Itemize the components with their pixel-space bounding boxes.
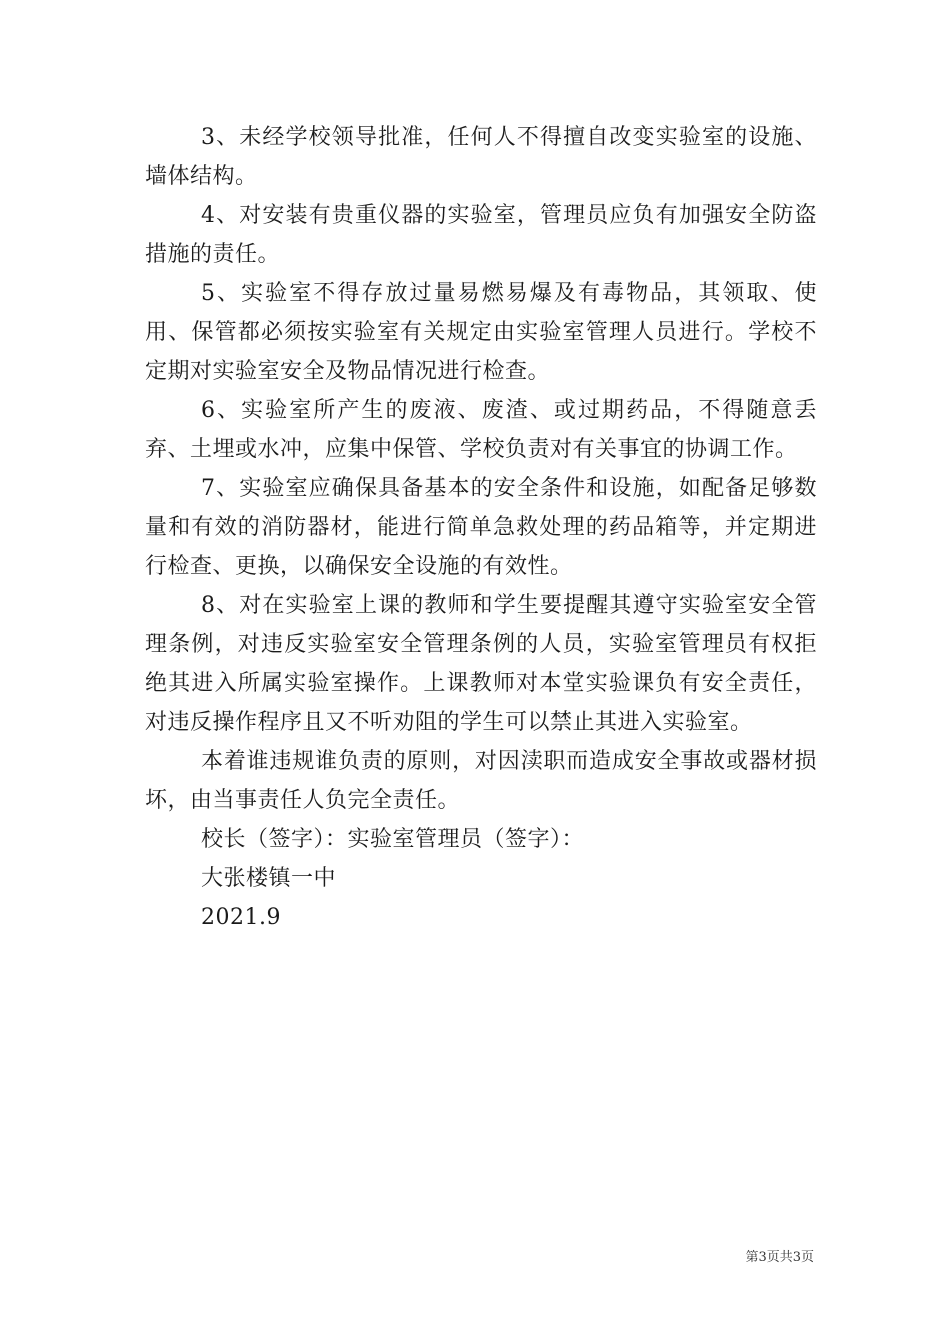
page-number: 第3页共3页 [745, 1250, 814, 1265]
rule-item-8: 8、对在实验室上课的教师和学生要提醒其遵守实验室安全管理条例，对违反实验室安全管理条例的人员，实验室管理员有权拒绝其进入所属实验室操作。上课教师对本堂实验课负有安全责任，对违反操作程序且又不听劝阻的学生可以禁止其进入实验室。 [145, 593, 817, 735]
school-name: 大张楼镇一中 [201, 866, 337, 891]
responsibility-statement: 本着谁违规谁负责的原则，对因渎职而造成安全事故或器材损坏，由当事责任人负完全责任。 [145, 749, 817, 813]
rule-item-3: 3、未经学校领导批准，任何人不得擅自改变实验室的设施、墙体结构。 [145, 125, 817, 189]
document-date: 2021.9 [201, 905, 281, 930]
signature-line: 校长（签字）：实验室管理员（签字）： [201, 827, 585, 852]
rule-item-4: 4、对安装有贵重仪器的实验室，管理员应负有加强安全防盗措施的责任。 [145, 203, 817, 267]
rule-item-5: 5、实验室不得存放过量易燃易爆及有毒物品，其领取、使用、保管都必须按实验室有关规定由实验室管理人员进行。学校不定期对实验室安全及物品情况进行检查。 [145, 281, 817, 384]
document-body [145, 118, 817, 937]
rule-item-6: 6、实验室所产生的废液、废渣、或过期药品，不得随意丢弃、土埋或水冲，应集中保管、学校负责对有关事宜的协调工作。 [145, 398, 817, 462]
rule-item-7: 7、实验室应确保具备基本的安全条件和设施，如配备足够数量和有效的消防器材，能进行简单急救处理的药品箱等，并定期进行检查、更换，以确保安全设施的有效性。 [145, 476, 817, 579]
